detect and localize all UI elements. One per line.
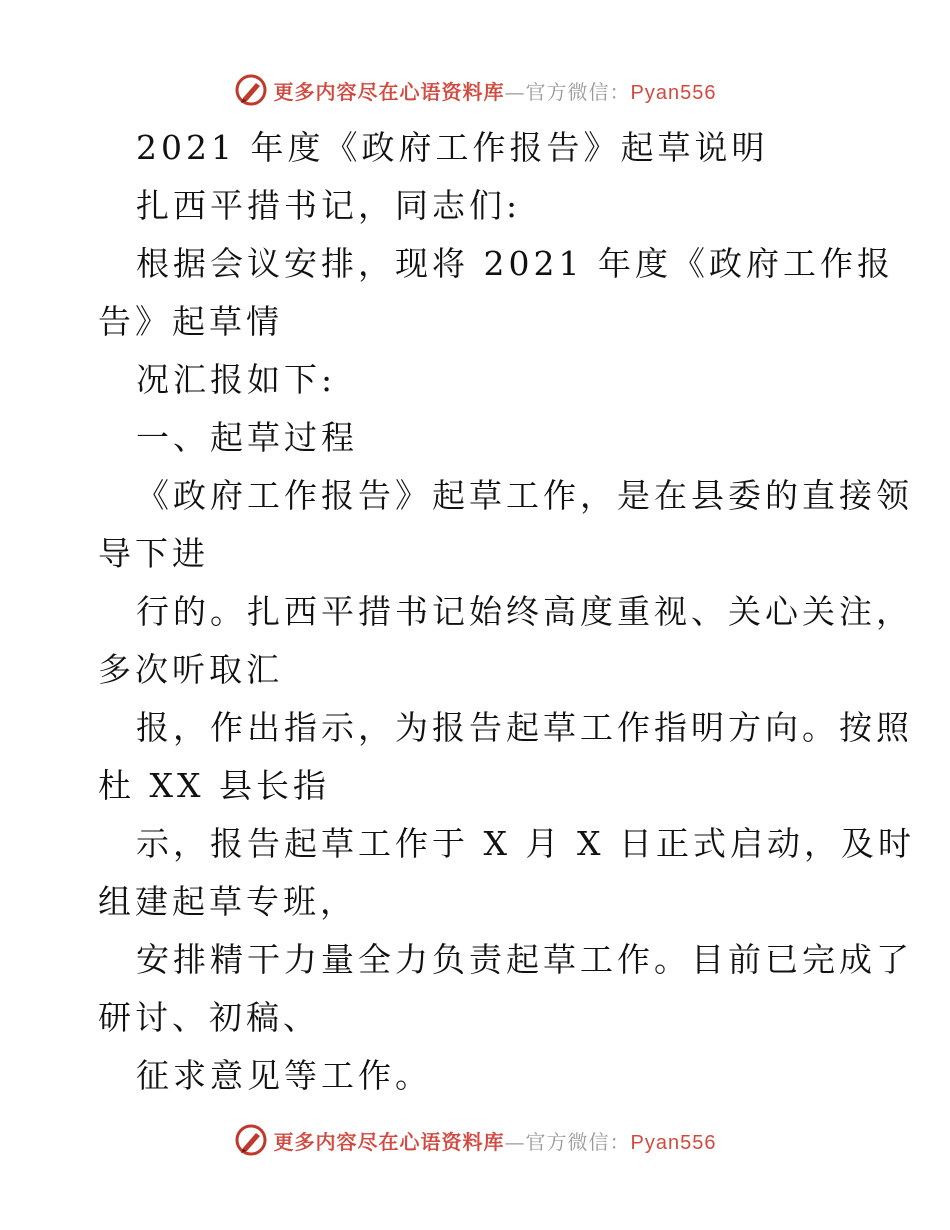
paragraph-line: 杜 XX 县长指 — [98, 766, 330, 805]
watermark-text: 更多内容尽在心语资料库—官方微信：Pyan556 — [273, 1129, 717, 1154]
paragraph-line: 安排精干力量全力负责起草工作。目前已完成了 — [136, 940, 913, 979]
paragraph-line: 征求意见等工作。 — [136, 1056, 432, 1095]
paragraph-line: 报，作出指示，为报告起草工作指明方向。按照 — [136, 708, 913, 747]
paragraph-line: 组建起草专班， — [98, 882, 357, 921]
section-heading: 一、起草过程 — [136, 418, 358, 457]
paragraph-line: 《政府工作报告》起草工作，是在县委的直接领 — [136, 476, 913, 515]
header-watermark — [0, 70, 950, 110]
watermark-text: 更多内容尽在心语资料库—官方微信：Pyan556 — [273, 79, 717, 104]
paragraph-line: 行的。扎西平措书记始终高度重视、关心关注， — [136, 592, 913, 631]
paragraph-line: 况汇报如下: — [136, 360, 337, 399]
paragraph-line: 多次听取汇 — [98, 650, 283, 689]
document-title: 2021 年度《政府工作报告》起草说明 — [136, 128, 769, 167]
pen-logo-icon — [234, 1123, 268, 1157]
paragraph-line: 导下进 — [98, 534, 209, 573]
footer-watermark — [0, 1120, 950, 1160]
salutation: 扎西平措书记，同志们: — [136, 186, 522, 225]
paragraph-line: 示，报告起草工作于 X 月 X 日正式启动，及时 — [136, 824, 915, 863]
paragraph-line: 根据会议安排，现将 2021 年度《政府工作报 — [136, 244, 894, 283]
paragraph-line: 研讨、初稿、 — [98, 998, 320, 1037]
pen-logo-icon — [234, 73, 268, 107]
paragraph-line: 告》起草情 — [98, 302, 283, 341]
